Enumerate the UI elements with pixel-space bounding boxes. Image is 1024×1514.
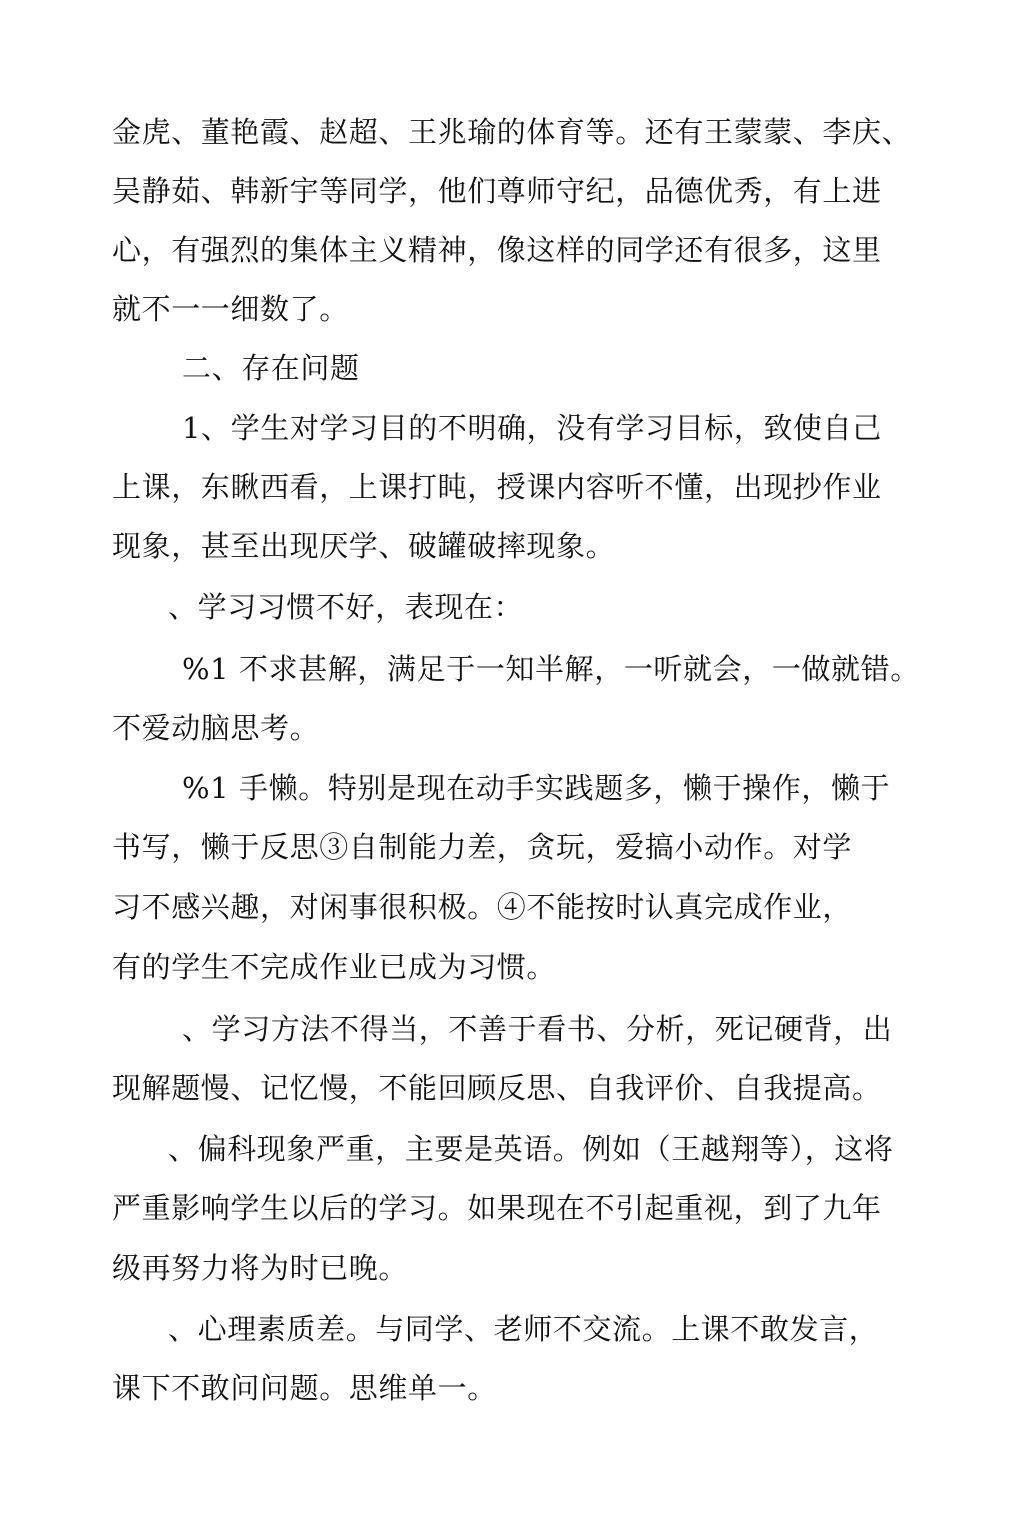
text-line: 吴静茹、韩新宇等同学，他们尊师守纪，品德优秀，有上进 xyxy=(112,174,882,208)
text-line: 习不感兴趣，对闲事很积极。④不能按时认真完成作业， xyxy=(112,890,853,924)
text-line: 级再努力将为时已晚。 xyxy=(112,1251,409,1285)
text-line: %1 不求甚解，满足于一知半解，一听就会，一做就错。 xyxy=(182,652,920,686)
text-line: 现解题慢、记忆慢，不能回顾反思、自我评价、自我提高。 xyxy=(112,1071,882,1105)
text-line: 就不一一细数了。 xyxy=(112,292,349,326)
text-line: 课下不敢问问题。思维单一。 xyxy=(112,1371,497,1405)
text-line: 书写，懒于反思③自制能力差，贪玩，爱搞小动作。对学 xyxy=(112,830,853,864)
section-heading: 二、存在问题 xyxy=(182,351,360,385)
text-line: 金虎、董艳霞、赵超、王兆瑜的体育等。还有王蒙蒙、李庆、 xyxy=(112,115,912,149)
text-line: 上课，东瞅西看，上课打盹，授课内容听不懂，出现抄作业 xyxy=(112,470,882,504)
text-line: 心，有强烈的集体主义精神，像这样的同学还有很多，这里 xyxy=(112,233,882,267)
text-line: 、偏科现象严重，主要是英语。例如（王越翔等），这将 xyxy=(168,1132,894,1166)
text-line: %1 手懒。特别是现在动手实践题多，懒于操作，懒于 xyxy=(182,771,891,805)
text-line: 、学习方法不得当，不善于看书、分析，死记硬背，出 xyxy=(182,1012,893,1046)
text-line: 严重影响学生以后的学习。如果现在不引起重视，到了九年 xyxy=(112,1191,882,1225)
text-line: 、学习习惯不好，表现在： xyxy=(168,590,524,624)
text-line: 不爱动脑思考。 xyxy=(112,711,320,745)
text-line: 有的学生不完成作业已成为习惯。 xyxy=(112,950,557,984)
text-line: 1、学生对学习目的不明确，没有学习目标，致使自己 xyxy=(182,411,882,445)
text-line: 、心理素质差。与同学、老师不交流。上课不敢发言， xyxy=(168,1312,879,1346)
text-line: 现象，甚至出现厌学、破罐破摔现象。 xyxy=(112,529,616,563)
